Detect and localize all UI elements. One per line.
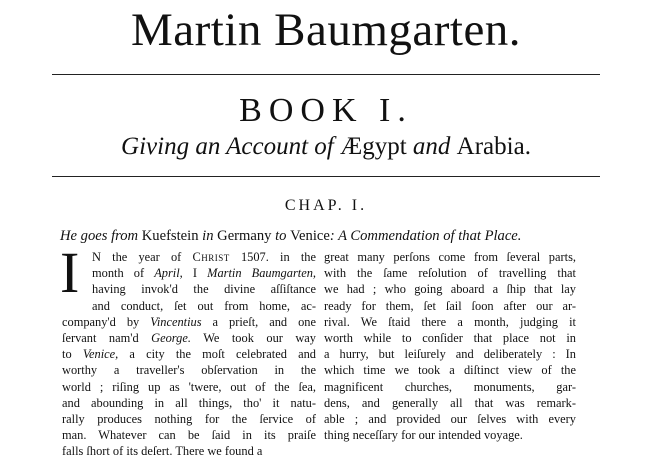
text-run-italic: Venice, [82, 347, 119, 362]
text-line: able ; and provided our ſelves with every [324, 412, 576, 427]
chapter-heading: CHAP. I. [284, 197, 368, 214]
text-line: great many perſons come from ſeveral parts, [324, 250, 576, 264]
text-line [62, 346, 316, 362]
text-line: world ; riſing up as 'twere, out of the ſea, [62, 379, 316, 394]
header-rule [52, 74, 600, 75]
summary-text-3: to [271, 228, 291, 244]
text-line: ready for them, ſet ſail ſoon after our ar- [324, 298, 576, 313]
subtitle-text-2: and [406, 133, 457, 160]
text-run: N the year of [92, 250, 193, 264]
left-column [60, 240, 317, 460]
subtitle-place-1: Ægypt [339, 133, 407, 160]
subtitle-place-2: Arabia. [456, 133, 531, 160]
summary-place-2: Germany [217, 228, 272, 244]
text-run: a prieſt, and one [201, 314, 316, 329]
text-line [62, 314, 316, 330]
text-run-smallcaps: Christ [192, 250, 230, 264]
text-run: ſervant nam'd [62, 331, 152, 346]
text-line: having invok'd the divine aſſiſtance [92, 282, 316, 297]
text-line: thing neceſſary for our intended voyage. [324, 428, 523, 443]
text-line: we had ; who going aboard a ſhip that lay [324, 282, 576, 297]
text-run: a city the moſt celebrated and [118, 347, 316, 362]
text-run-italic: George. [151, 331, 191, 346]
book-subtitle [0, 131, 652, 163]
text-run-italic: Martin Baumgarten, [207, 266, 317, 281]
text-line: which time we took a diſtinct view of the [324, 363, 576, 378]
text-line: dens, and generally all that was remark- [324, 395, 576, 410]
text-line: rally produces nothing for the ſervice of [62, 412, 316, 427]
text-line: and conduct, ſet out from home, ac- [92, 298, 316, 313]
text-run: We took our way [190, 331, 317, 346]
chapter-summary [60, 226, 580, 246]
text-line: a hurry, but leiſurely and deliberately : In [324, 347, 576, 362]
text-line: man. Whatever can be ſaid in its praiſe [62, 428, 316, 443]
text-line: and abounding in all things, tho' it natu- [62, 395, 316, 410]
text-run: company'd by [62, 314, 151, 329]
section-rule [52, 176, 600, 177]
text-line [62, 249, 316, 265]
text-run: month of [92, 266, 155, 281]
text-line: magnificent churches, monuments, gar- [324, 379, 576, 394]
book-heading: BOOK I. [239, 92, 413, 129]
subtitle-text-1: Giving an Account of [121, 133, 340, 160]
text-line [62, 265, 316, 281]
text-line [62, 330, 316, 346]
summary-place-1: Kuefstein [141, 228, 199, 244]
summary-text-4: : A Commendation of that Place. [329, 228, 522, 244]
text-run: I [182, 266, 208, 281]
text-run-italic: April, [154, 266, 183, 281]
text-run: to [62, 347, 83, 362]
right-column [324, 249, 576, 443]
text-run: 1507. in the [229, 250, 316, 264]
drop-cap: I [60, 240, 80, 305]
running-title: Martin Baumgarten. [130, 4, 522, 56]
text-line: with the ſame reſolution of travelling that [324, 266, 576, 281]
text-line: worthy a traveller's obſervation in the [62, 363, 316, 378]
text-line: worth while to conſider that place not in [324, 331, 576, 346]
text-run-italic: Vincentius [150, 314, 202, 329]
summary-text-2: in [198, 228, 218, 244]
text-line: falls ſhort of its deſert. There we found a [62, 444, 263, 459]
summary-place-3: Venice [290, 228, 330, 244]
text-line: rival. We ſtaid there a month, judging it [324, 314, 576, 329]
summary-text-1: He goes from [60, 228, 142, 244]
